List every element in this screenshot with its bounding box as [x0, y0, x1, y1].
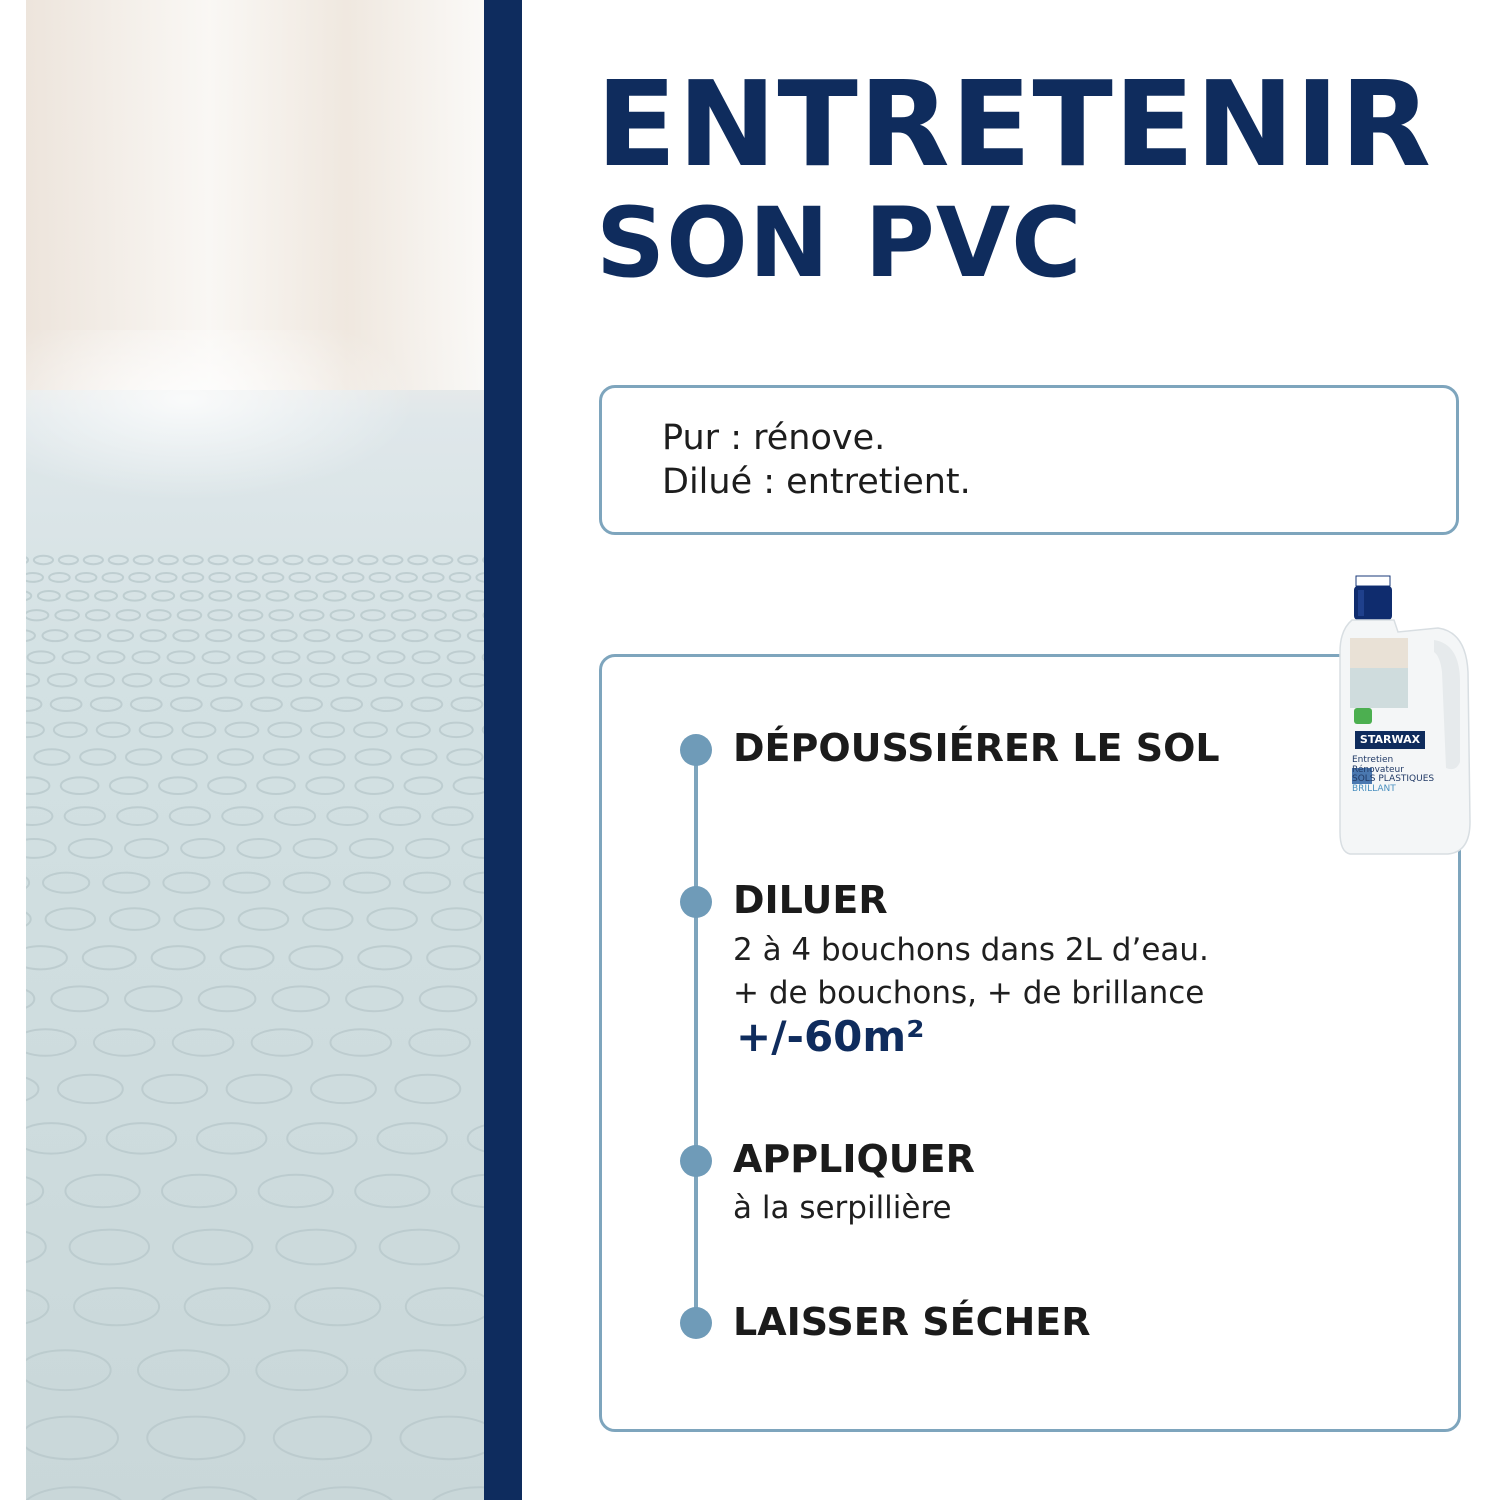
- page-title: [596, 55, 1432, 299]
- product-line-1: Entretien: [1352, 755, 1394, 765]
- step-3-title: APPLIQUER: [733, 1137, 975, 1181]
- step-4-title: LAISSER SÉCHER: [733, 1300, 1091, 1344]
- floor-photo: [26, 0, 484, 1500]
- product-brand: STARWAX: [1355, 731, 1425, 749]
- step-2-coverage: +/-60m²: [736, 1012, 925, 1061]
- step-2-text-1: 2 à 4 bouchons dans 2L d’eau.: [733, 932, 1209, 968]
- step-2-title: DILUER: [733, 878, 888, 922]
- step-3-text: à la serpillière: [733, 1190, 952, 1226]
- step-3-dot: [680, 1145, 712, 1177]
- divider-bar: [484, 0, 522, 1500]
- title-line-1: ENTRETENIR: [596, 55, 1432, 193]
- step-4-dot: [680, 1307, 712, 1339]
- title-line-2: SON PVC: [596, 187, 1083, 299]
- product-line-4: BRILLANT: [1352, 784, 1396, 794]
- product-line-2: Rénovateur: [1352, 765, 1404, 775]
- step-2-text-2: + de bouchons, + de brillance: [733, 975, 1205, 1011]
- step-1-dot: [680, 734, 712, 766]
- step-2-dot: [680, 886, 712, 918]
- usage-info-box: [599, 385, 1459, 535]
- step-1-title: DÉPOUSSIÉRER LE SOL: [733, 726, 1220, 770]
- product-line-3: SOLS PLASTIQUES: [1352, 774, 1435, 784]
- usage-diluted: Dilué : entretient.: [662, 462, 971, 502]
- product-bottle-image: [1338, 572, 1474, 856]
- usage-pure: Pur : rénove.: [662, 418, 886, 458]
- steps-timeline: [694, 750, 698, 1325]
